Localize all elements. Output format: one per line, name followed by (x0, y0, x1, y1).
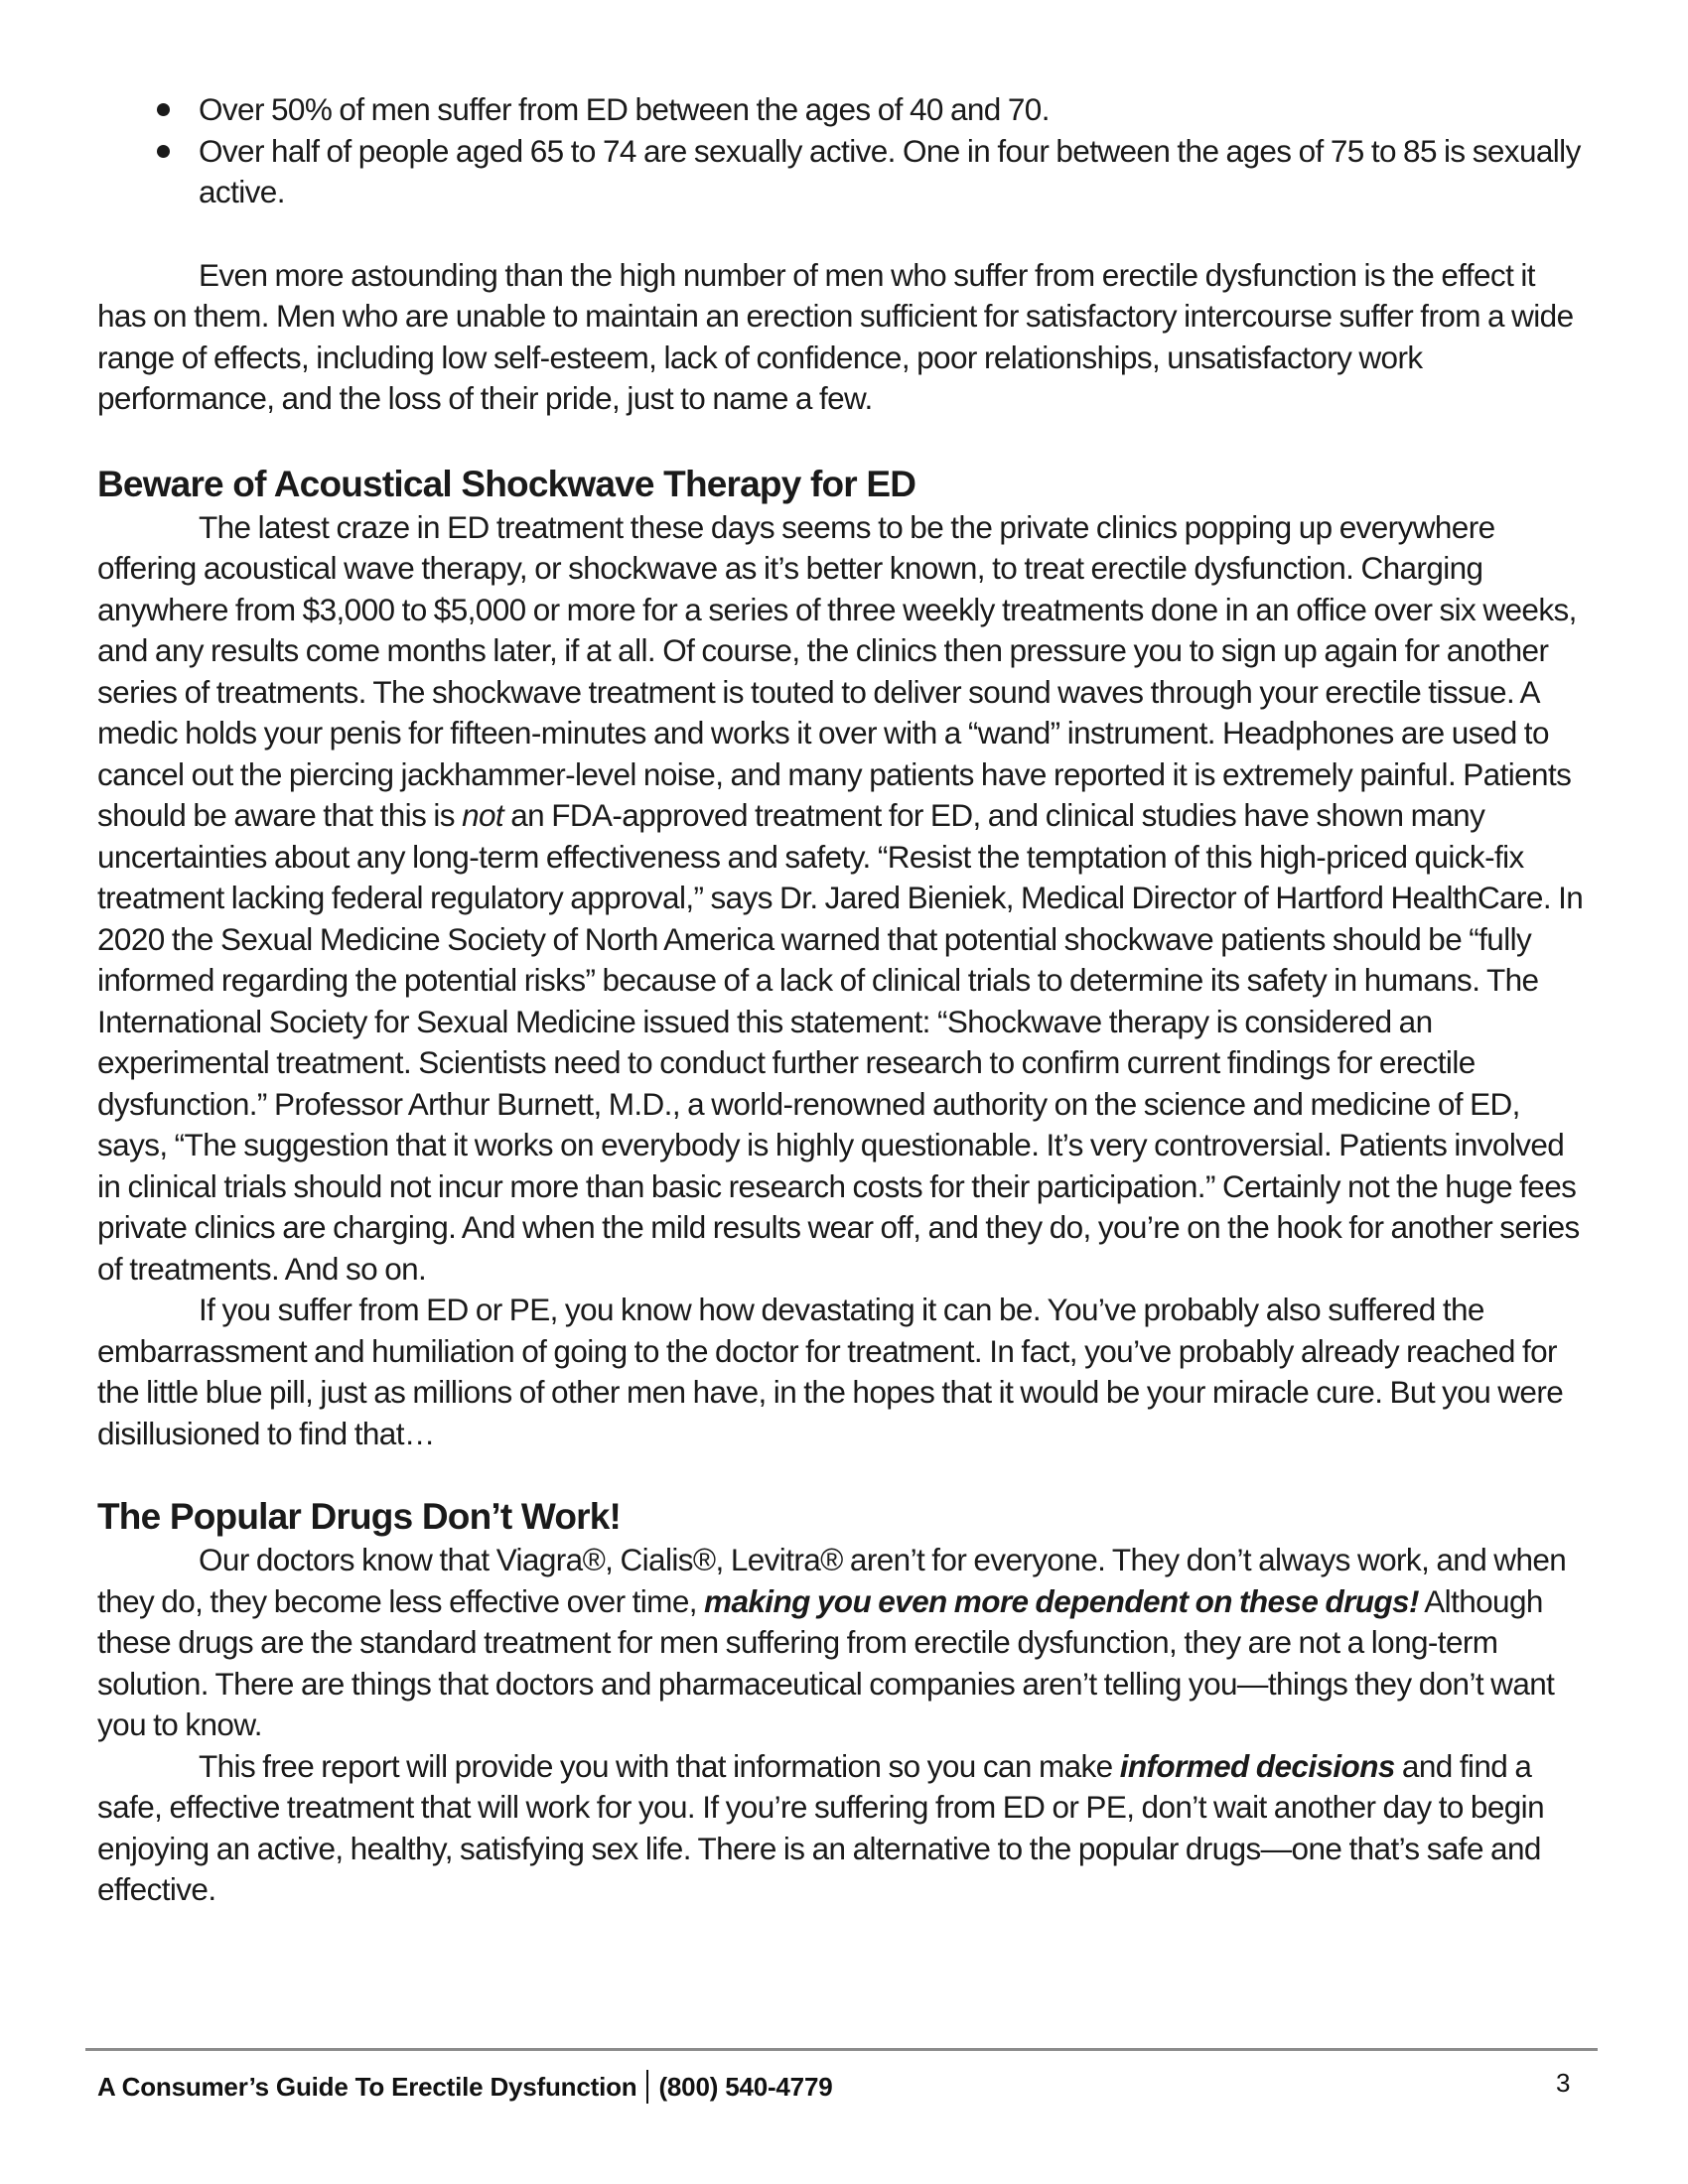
bullet-text: Over 50% of men suffer from ED between the ages of 40 and 70. (199, 91, 1050, 127)
report-text-a: This free report will provide you with that information so you can make (199, 1747, 1120, 1784)
drugs-paragraph-1 (97, 1540, 1587, 1746)
intro-paragraph: Even more astounding than the high number of men who suffer from erectile dysfunction is the effect it has on them. Men who are unable to maintain an erection sufficient for satisfactory intercourse suffer from a wide range of effects, including low self-esteem, lack of confidence, poor relationships, unsatisfactory work performance, and the loss of their pride, just to name a few. (97, 256, 1574, 416)
footer-divider (85, 2048, 1598, 2051)
shockwave-italic-not: not (462, 797, 504, 833)
bullet-text: Over half of people aged 65 to 74 are sexually active. One in four between the ages of 75 to 85 is sexually active. (199, 132, 1581, 209)
report-text-b: and find a safe, effective treatment that will work for you. If you’re suffering from ED or PE, don’t wait another day to begin enjoying an active, healthy, satisfying sex life. There is an alternative to the popular drugs—one that’s safe and effective. (97, 1747, 1544, 1907)
shockwave-text-a: The latest craze in ED treatment these days seems to be the private clinics popping up everywhere offering acoustical wave therapy, or shockwave as it’s better known, to treat erectile dysfunction. Charging anywhere from $3,000 to $5,000 or more for a series of three weekly treatments done in an office over six weeks, and any results come months later, if at all. Of course, the clinics then pressure you to sign up again for another series of treatments. The shockwave treatment is touted to deliver sound waves through your erectile tissue. A medic holds your penis for fifteen-minutes and works it over with a “wand” instrument. Headphones are used to cancel out the piercing jackhammer-level noise, and many patients have reported it is extremely painful. Patients should be aware that this is (97, 508, 1577, 833)
bullet-icon (157, 145, 170, 158)
footer-separator (646, 2070, 648, 2104)
drugs-paragraph-2 (97, 1746, 1587, 1911)
shockwave-paragraph-1 (97, 507, 1587, 1291)
footer-title: A Consumer’s Guide To Erectile Dysfunction (97, 2071, 637, 2102)
drugs-text-a: Our doctors know that Viagra®, Cialis®, Levitra® aren’t for everyone. They don’t always work, and when they do, they become less effective over time, (97, 1542, 1567, 1619)
page-body (97, 89, 1587, 1911)
shockwave-text-b: an FDA-approved treatment for ED, and clinical studies have shown many uncertainties about any long-term effectiveness and safety. “Resist the temptation of this high-priced quick-fix treatment lacking federal regulatory approval,” says Dr. Jared Bieniek, Medical Director of Hartford HealthCare. In 2020 the Sexual Medicine Society of North America warned that potential shockwave patients should be “fully informed regarding the potential risks” because of a lack of clinical trials to determine its safety in humans. The International Society for Sexual Medicine issued this statement: “Shockwave therapy is considered an experimental treatment. Scientists need to conduct further research to confirm current findings for erectile dysfunction.” Professor Arthur Burnett, M.D., a world-renowned authority on the science and medicine of ED, says, “The suggestion that it works on everybody is highly questionable. It’s very controversial. Patients involved in clinical trials should not incur more than basic research costs for their participation.” Certainly not the huge fees private clinics are charging. And when the mild results wear off, and they do, you’re on the hook for another series of treatments. And so on. (97, 797, 1584, 1287)
bullet-icon (157, 103, 170, 116)
report-emphasis: informed decisions (1119, 1747, 1395, 1784)
section-heading-drugs: The Popular Drugs Don’t Work! (97, 1496, 622, 1537)
footer-phone: (800) 540-4779 (658, 2071, 833, 2102)
shockwave-paragraph-2: If you suffer from ED or PE, you know how devastating it can be. You’ve probably also suffered the embarrassment and humiliation of going to the doctor for treatment. In fact, you’ve probably already reached for the little blue pill, just as millions of other men have, in the hopes that it would be your miracle cure. But you were disillusioned to find that… (97, 1292, 1564, 1451)
drugs-emphasis: making you even more dependent on these drugs! (704, 1582, 1419, 1619)
page-number: 3 (1556, 2068, 1571, 2098)
drugs-text-b: Although these drugs are the standard treatment for men suffering from erectile dysfunction, they are not a long-term solution. There are things that doctors and pharmaceutical companies aren’t telling you—things they don’t want you to know. (97, 1582, 1555, 1742)
bullet-item (97, 131, 1587, 213)
section-heading-shockwave: Beware of Acoustical Shockwave Therapy for ED (97, 463, 916, 504)
bullet-item (97, 89, 1587, 131)
footer (97, 2070, 832, 2104)
stats-bullet-list (97, 89, 1587, 213)
